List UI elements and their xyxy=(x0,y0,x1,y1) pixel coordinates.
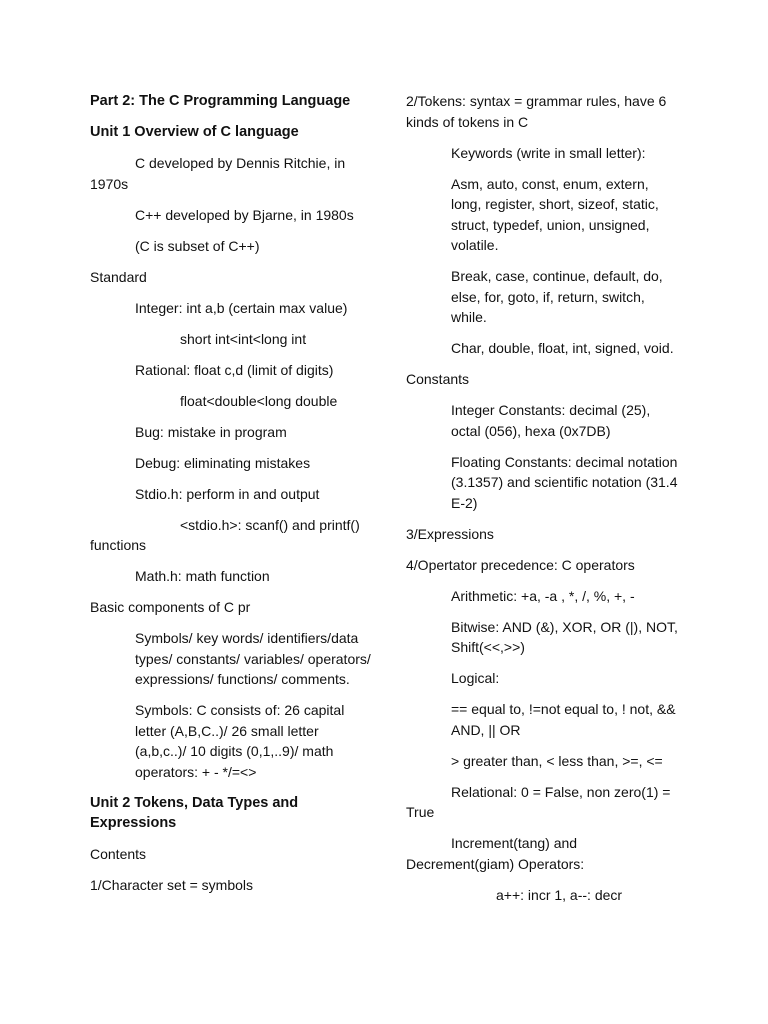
increment-decrement-example: a++: incr 1, a--: decr xyxy=(496,886,623,903)
keywords-group-1: Asm, auto, const, enum, extern, long, register, short, sizeof, static, struct, typedef, union, unsigned, volatile. xyxy=(451,175,659,253)
short-int-line: short int<int<long int xyxy=(180,330,307,347)
contents-label: Contents xyxy=(90,846,147,862)
bug-line: Bug: mistake in program xyxy=(135,423,287,440)
integer-line: Integer: int a,b (certain max value) xyxy=(135,299,348,316)
constants-label: Constants xyxy=(406,371,470,387)
logical-operators-paragraph: == equal to, !=not equal to, ! not, && AND, || OR xyxy=(451,701,676,738)
precedence-label: 4/Opertator precedence: C operators xyxy=(406,556,635,573)
integer-constants-paragraph: Integer Constants: decimal (25), octal (056), hexa (0x7DB) xyxy=(451,402,651,439)
float-order-line: float<double<long double xyxy=(180,392,338,409)
stdio-line: Stdio.h: perform in and output xyxy=(135,485,320,502)
rational-line: Rational: float c,d (limit of digits) xyxy=(135,361,334,378)
symbols-list-paragraph: Symbols/ key words/ identifiers/data types/ constants/ variables/ operators/ expressions/ functions/ comments. xyxy=(135,630,371,687)
logical-label: Logical: xyxy=(451,670,500,686)
standard-label: Standard xyxy=(90,268,147,285)
debug-line: Debug: eliminating mistakes xyxy=(135,454,311,471)
expressions-label: 3/Expressions xyxy=(406,525,494,542)
keywords-group-2: Break, case, continue, default, do, else, for, goto, if, return, switch, while. xyxy=(451,268,663,325)
stdio-functions-line: <stdio.h>: scanf() and printf() functions xyxy=(90,516,360,553)
symbols-detail-paragraph: Symbols: C consists of: 26 capital letter (A,B,C..)/ 26 small letter (a,b,c..)/ 10 digits (0,1,..9)/ math operators: + - */=<> xyxy=(135,702,345,780)
comparison-line: > greater than, < less than, >=, <= xyxy=(451,752,663,769)
subset-line: (C is subset of C++) xyxy=(135,237,260,254)
tokens-line: 2/Tokens: syntax = grammar rules, have 6 kinds of tokens in C xyxy=(406,93,667,130)
basic-components-label: Basic components of C pr xyxy=(90,599,251,615)
cpp-developer-line: C++ developed by Bjarne, in 1980s xyxy=(135,206,354,223)
floating-constants-paragraph: Floating Constants: decimal notation (3.1357) and scientific notation (31.4 E-2) xyxy=(451,453,678,511)
unit1-heading: Unit 1 Overview of C language xyxy=(90,124,299,140)
unit2-heading: Unit 2 Tokens, Data Types and Expressions xyxy=(90,794,299,831)
increment-decrement-line: Increment(tang) and Decrement(giam) Operators: xyxy=(406,835,585,872)
right-column xyxy=(406,91,682,916)
keywords-group-3: Char, double, float, int, signed, void. xyxy=(451,340,674,356)
bitwise-paragraph: Bitwise: AND (&), XOR, OR (|), NOT, Shift(<<,>>) xyxy=(451,618,678,655)
math-line: Math.h: math function xyxy=(135,568,270,584)
keywords-title: Keywords (write in small letter): xyxy=(451,144,646,161)
part-heading: Part 2: The C Programming Language xyxy=(90,93,351,109)
left-column xyxy=(90,91,372,906)
charset-line: 1/Character set = symbols xyxy=(90,877,254,893)
relational-line: Relational: 0 = False, non zero(1) = True xyxy=(406,783,671,820)
arithmetic-line: Arithmetic: +a, -a , *, /, %, +, - xyxy=(451,587,635,604)
c-developer-line: C developed by Dennis Ritchie, in 1970s xyxy=(90,155,346,192)
